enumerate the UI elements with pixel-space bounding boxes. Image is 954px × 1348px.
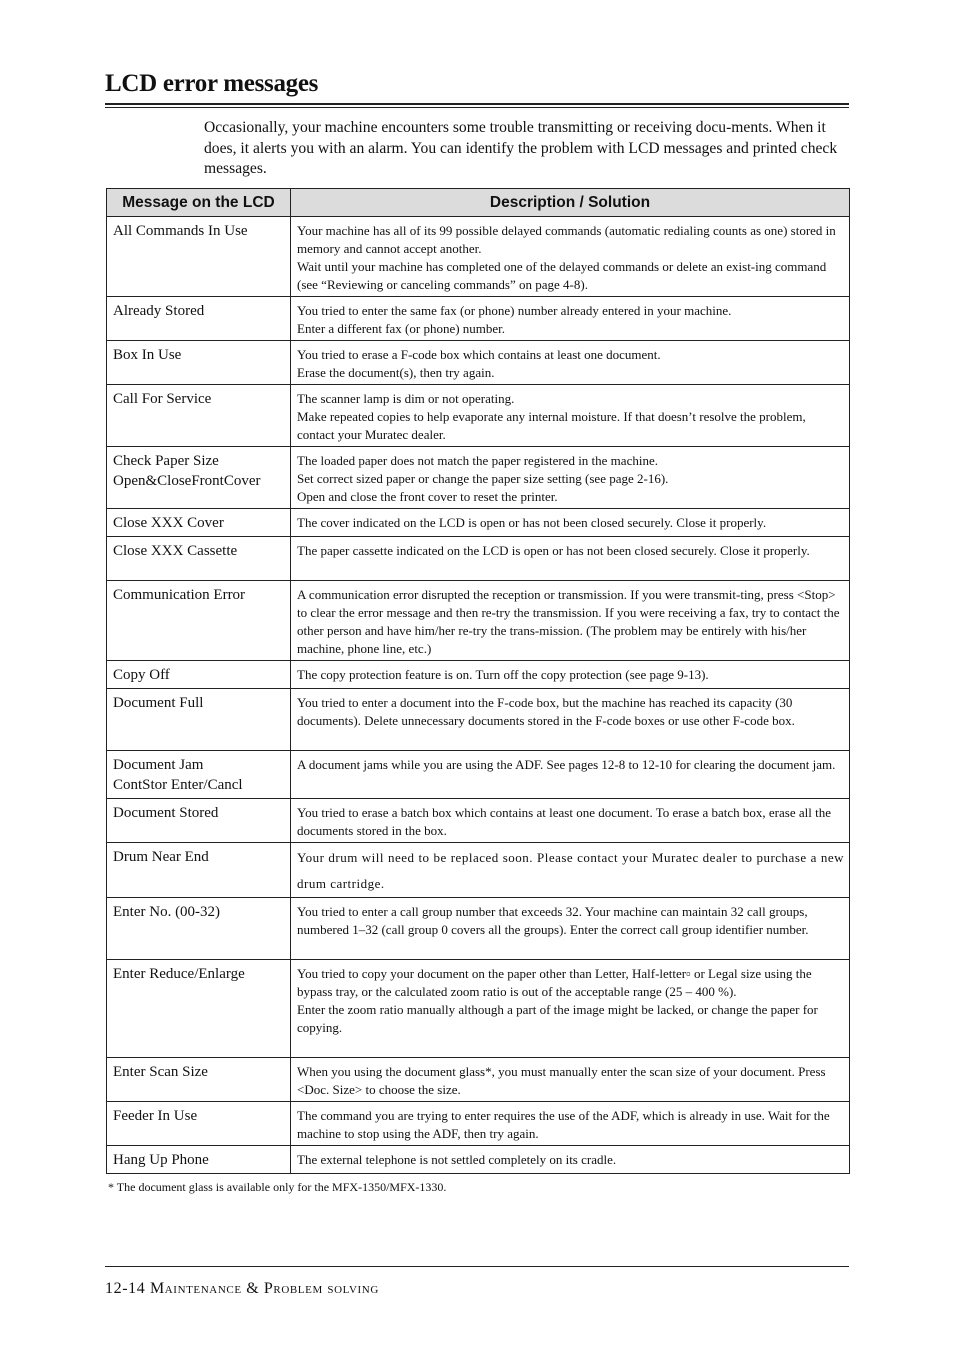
description-text: Your machine has all of its 99 possible delayed commands (automatic redialing counts as one) stored in memory and cannot accept another. xyxy=(297,223,836,256)
lcd-message-cell xyxy=(107,1058,291,1102)
description-text: You tried to enter the same fax (or phone) number already entered in your machine. xyxy=(297,303,732,318)
lcd-message-cell xyxy=(107,581,291,661)
lcd-message-text: Hang Up Phone xyxy=(113,1152,209,1168)
description-text: Open and close the front cover to reset the printer. xyxy=(297,489,558,504)
lcd-message-text: Close XXX Cover xyxy=(113,515,224,531)
lcd-message-text: Check Paper Size xyxy=(113,453,219,469)
lcd-message-cell xyxy=(107,509,291,537)
lcd-message-text: Feeder In Use xyxy=(113,1108,198,1124)
lcd-message-cell xyxy=(107,843,291,898)
intro-paragraph: Occasionally, your machine encounters some trouble transmitting or receiving docu-ments. When it does, it alerts you with an alarm. You can identify the problem with LCD messages and printed check messages. xyxy=(204,119,838,177)
table-row xyxy=(107,297,850,341)
description-text: The copy protection feature is on. Turn off the copy protection (see page 9-13). xyxy=(297,667,709,682)
description-cell xyxy=(291,297,850,341)
lcd-message-text: Call For Service xyxy=(113,391,212,407)
description-cell xyxy=(291,689,850,751)
description-text: A communication error disrupted the reception or transmission. If you were transmit-ting, press <Stop> to clear the error message and then re-try the transmission. If you were receiving a fax, try to contact the other person and have him/her re-try the trans-mission. (The problem may be entirely with his/her machine, phone line, etc.) xyxy=(297,587,840,656)
table-row xyxy=(107,1058,850,1102)
table-row xyxy=(107,1146,850,1174)
description-text: The loaded paper does not match the paper registered in the machine. xyxy=(297,453,658,468)
description-cell xyxy=(291,581,850,661)
table-row xyxy=(107,799,850,843)
footer-section-title: Maintenance & Problem solving xyxy=(149,1280,379,1297)
table-body xyxy=(107,217,850,1174)
description-text: You tried to enter a call group number that exceeds 32. Your machine can maintain 32 call groups, numbered 1–32 (call group 0 covers all the groups). Enter the correct call group identifier number. xyxy=(297,904,809,937)
description-text: Set correct sized paper or change the paper size setting (see page 2-16). xyxy=(297,471,669,486)
table-row xyxy=(107,385,850,447)
footnote: * The document glass is available only for the MFX-1350/MFX-1330. xyxy=(108,1180,447,1194)
lcd-message-cell xyxy=(107,217,291,297)
lcd-message-cell xyxy=(107,447,291,509)
description-cell xyxy=(291,960,850,1058)
lcd-message-cell xyxy=(107,799,291,843)
page-title: LCD error messages xyxy=(105,70,319,97)
lcd-message-text: Document Jam xyxy=(113,757,204,773)
lcd-message-text: Copy Off xyxy=(113,667,170,683)
lcd-message-cell xyxy=(107,751,291,799)
lcd-message-cell xyxy=(107,689,291,751)
description-cell xyxy=(291,509,850,537)
description-cell xyxy=(291,661,850,689)
lcd-message-cell xyxy=(107,297,291,341)
table-row xyxy=(107,581,850,661)
description-text: The external telephone is not settled completely on its cradle. xyxy=(297,1152,617,1167)
lcd-error-table xyxy=(106,188,850,1174)
lcd-message-text: Already Stored xyxy=(113,303,205,319)
footer-rule xyxy=(105,1266,849,1267)
table-row xyxy=(107,960,850,1058)
description-text: The scanner lamp is dim or not operating. xyxy=(297,391,515,406)
table-header-row xyxy=(107,189,850,217)
description-cell xyxy=(291,1102,850,1146)
lcd-message-text: Box In Use xyxy=(113,347,182,363)
lcd-message-cell xyxy=(107,898,291,960)
lcd-message-text: Communication Error xyxy=(113,587,246,603)
lcd-message-text: Open&CloseFrontCover xyxy=(113,473,261,489)
page-footer xyxy=(105,1280,379,1298)
header-message: Message on the LCD xyxy=(107,189,291,217)
description-cell xyxy=(291,843,850,898)
table-row xyxy=(107,217,850,297)
lcd-message-text: Enter Scan Size xyxy=(113,1064,208,1080)
description-text: The command you are trying to enter requires the use of the ADF, which is already in use. Wait for the machine to stop using the ADF, then try again. xyxy=(297,1108,830,1141)
lcd-message-cell xyxy=(107,661,291,689)
table-row xyxy=(107,1102,850,1146)
lcd-message-cell xyxy=(107,960,291,1058)
lcd-message-text: ContStor Enter/Cancl xyxy=(113,777,243,793)
description-cell xyxy=(291,898,850,960)
lcd-message-cell xyxy=(107,1102,291,1146)
description-text: You tried to erase a batch box which contains at least one document. To erase a batch box, erase all the documents stored in the box. xyxy=(297,805,831,838)
description-text: When you using the document glass*, you must manually enter the scan size of your document. Press <Doc. Size> to choose the size. xyxy=(297,1064,826,1097)
description-text: You tried to erase a F-code box which contains at least one document. xyxy=(297,347,661,362)
lcd-message-text: Drum Near End xyxy=(113,849,209,865)
description-cell xyxy=(291,537,850,581)
table-row xyxy=(107,751,850,799)
description-cell xyxy=(291,799,850,843)
description-text: Make repeated copies to help evaporate any internal moisture. If that doesn’t resolve the problem, contact your Muratec dealer. xyxy=(297,409,806,442)
description-text: Your drum will need to be replaced soon. Please contact your Muratec dealer to purchase a new drum cartridge. xyxy=(297,850,844,891)
footer-page-number: 12-14 xyxy=(105,1280,146,1297)
table-row xyxy=(107,537,850,581)
description-cell xyxy=(291,217,850,297)
header-description: Description / Solution xyxy=(291,189,850,217)
table-row xyxy=(107,898,850,960)
description-text: The cover indicated on the LCD is open or has not been closed securely. Close it properly. xyxy=(297,515,767,530)
lcd-message-text: Enter Reduce/Enlarge xyxy=(113,966,245,982)
description-cell xyxy=(291,385,850,447)
description-text: The paper cassette indicated on the LCD is open or has not been closed securely. Close it properly. xyxy=(297,543,810,558)
table-row xyxy=(107,341,850,385)
description-cell xyxy=(291,1058,850,1102)
lcd-message-cell xyxy=(107,341,291,385)
title-rule-thin xyxy=(105,107,849,108)
description-text: You tried to copy your document on the paper other than Letter, Half-letter▫ or Legal size using the bypass tray, or the calculated zoom ratio is out of the acceptable range (25 – 400 %). xyxy=(297,966,812,999)
lcd-message-cell xyxy=(107,385,291,447)
description-cell xyxy=(291,751,850,799)
table-row xyxy=(107,689,850,751)
description-text: You tried to enter a document into the F-code box, but the machine has reached its capacity (30 documents). Delete unnecessary documents stored in the F-code boxes or use other F-code box. xyxy=(297,695,795,728)
description-text: Wait until your machine has completed one of the delayed commands or delete an exist-ing command (see “Reviewing or canceling commands” on page 4-8). xyxy=(297,259,827,292)
description-text: A document jams while you are using the ADF. See pages 12-8 to 12-10 for clearing the document jam. xyxy=(297,757,836,772)
lcd-message-cell xyxy=(107,1146,291,1174)
table-row xyxy=(107,447,850,509)
title-rule-thick xyxy=(105,103,849,105)
lcd-message-text: Enter No. (00-32) xyxy=(113,904,221,920)
description-text: Enter a different fax (or phone) number. xyxy=(297,321,506,336)
description-cell xyxy=(291,447,850,509)
description-cell xyxy=(291,341,850,385)
lcd-message-text: Close XXX Cassette xyxy=(113,543,238,559)
table-row xyxy=(107,661,850,689)
table-row xyxy=(107,509,850,537)
lcd-message-text: Document Stored xyxy=(113,805,219,821)
lcd-message-cell xyxy=(107,537,291,581)
description-cell xyxy=(291,1146,850,1174)
lcd-message-text: All Commands In Use xyxy=(113,223,248,239)
description-text: Enter the zoom ratio manually although a part of the image might be lacked, or change the paper for copying. xyxy=(297,1002,818,1035)
table-row xyxy=(107,843,850,898)
lcd-message-text: Document Full xyxy=(113,695,204,711)
description-text: Erase the document(s), then try again. xyxy=(297,365,495,380)
